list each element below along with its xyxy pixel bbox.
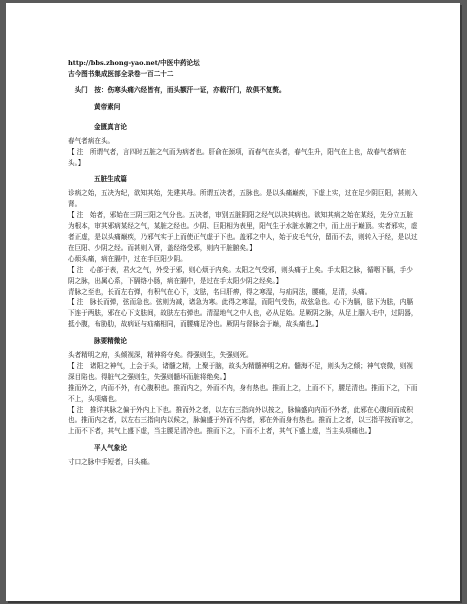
text-paragraph: 诊病之始，五决为纪，欲知其始，先建其母。所谓五决者，五脉也。是以头痛巅疾，下虚上实，过在足少阴巨阳，甚则入肾。 <box>68 189 418 209</box>
section-heading: 脉要精微论 <box>94 337 127 346</box>
text-paragraph: 寸口之脉中手短者，曰头痛。 <box>68 458 154 467</box>
commentary-paragraph: 【 注 所谓气者，言四时五脏之气而为病者也。肝俞在颈项，而春气在头者，春气生升，阳气在上也，故春气者病在头。】 <box>68 147 407 167</box>
text-paragraph: 头者精明之府，头倾视深，精神将夺矣。得强则生，失强则死。 <box>68 351 253 360</box>
text-paragraph: 心烦头痛，病在膈中，过在手巨阳少阴。 <box>68 254 187 263</box>
intro-note: 头门 按：伤寒头痛六经皆有，而头额汗一证，亦载汗门，故俱不复赘。 <box>68 86 286 94</box>
section-heading: 黄帝素问 <box>94 102 121 111</box>
section-heading: 五脏生成篇 <box>94 175 127 184</box>
book-title-line: 古今图书集成医部全录卷一百二十二 <box>68 69 174 78</box>
sections-container <box>68 102 418 474</box>
section-heading: 金匮真言论 <box>94 122 127 131</box>
text-paragraph: 春气者病在头。 <box>68 136 115 145</box>
commentary-paragraph: 【 注 推详其脉之偏于外内上下也。推而外之者，以左右三指向外以按之，脉偏盛向内而不外者，此邪在心腹间而成积也。推而内之者，以左右三指向内以候之，脉偏盛于外而不内者，邪在外而身有热也。推而上之者，以三指平按而审之，上而不下者，其气上盛下虚，当主腰足清冷也。推而下之，下而不上者，其气下盛上虚，当主头项痛也。】 <box>68 405 418 436</box>
text-paragraph: 推而外之，内而不外，有心腹积也。推而内之，外而不内，身有热也。推而上之，上而不下，腰足清也。推而下之，下而不上，头项痛也。 <box>68 383 418 403</box>
commentary-paragraph: 【 注 始者，邪始在三阴三阳之气分也。五决者，审别五脏阴阳之经气以决其病也。欲知其病之始在某经，先分立五脏为根本，审其邪病某经之气，某脏之经也。少阴、巨阳相为表里，阳气生于水脏水腑之中，而上出于巅顶。实者邪实，虚者正虚，是以头痛巅疾，乃邪气实于上而使正气虚于下也。盖邪之中人，始于皮毛气分，留而不去，则转入于经，是以过在巨阳、少阴之经。而甚则入肾，盖经络受邪，则内干脏腑矣。】 <box>68 211 418 252</box>
commentary-paragraph: 【 注 脉长而弹，弦而急也。弦则为减，诸急为寒。此得之寒湿，而阳气受伤，故弦急也。心下为膈，胠下为胠，内膈下连于两胠，邪在心下支胠间，故肤左右弹也。清湿地气之中人也，必从足始。足厥阴之脉，从足上腘入毛中，过阴器，抵小腹，布胁肋，故病证与疝痛相同，而腰痛足冷也。厥阴与督脉会于巅，故头痛也。】 <box>68 298 418 329</box>
source-url-line: http://bbs.zhong-yao.net/中医中药论坛 <box>68 59 200 67</box>
page-content <box>68 58 418 474</box>
text-paragraph: 青脉之至也，长而左右弹，有积气在心下，支胠，名曰肝痹，得之寒湿，与疝同法，腰痛，足清，头痛。 <box>68 287 372 296</box>
section-heading: 平人气象论 <box>94 444 127 453</box>
document-page <box>6 3 460 601</box>
commentary-paragraph: 【 注 心部于表，君火之气，外受于邪，则心烦于内矣。太阳之气受邪，则头痛于上矣。手太阳之脉，循咽下膈，手少阴之脉，出属心系，下膈络小肠，病在膈中，是过在手太阳少阴之经矣。】 <box>68 265 413 285</box>
commentary-paragraph: 【 注 诸阳之神气，上会于头，诸髓之精，上聚于脑，故头为精髓神明之府。髓海不足，则头为之倾；神气衰微，则视深目陷也。得脏气之强则生，失强则髓坏而脏将绝矣。】 <box>68 361 413 381</box>
